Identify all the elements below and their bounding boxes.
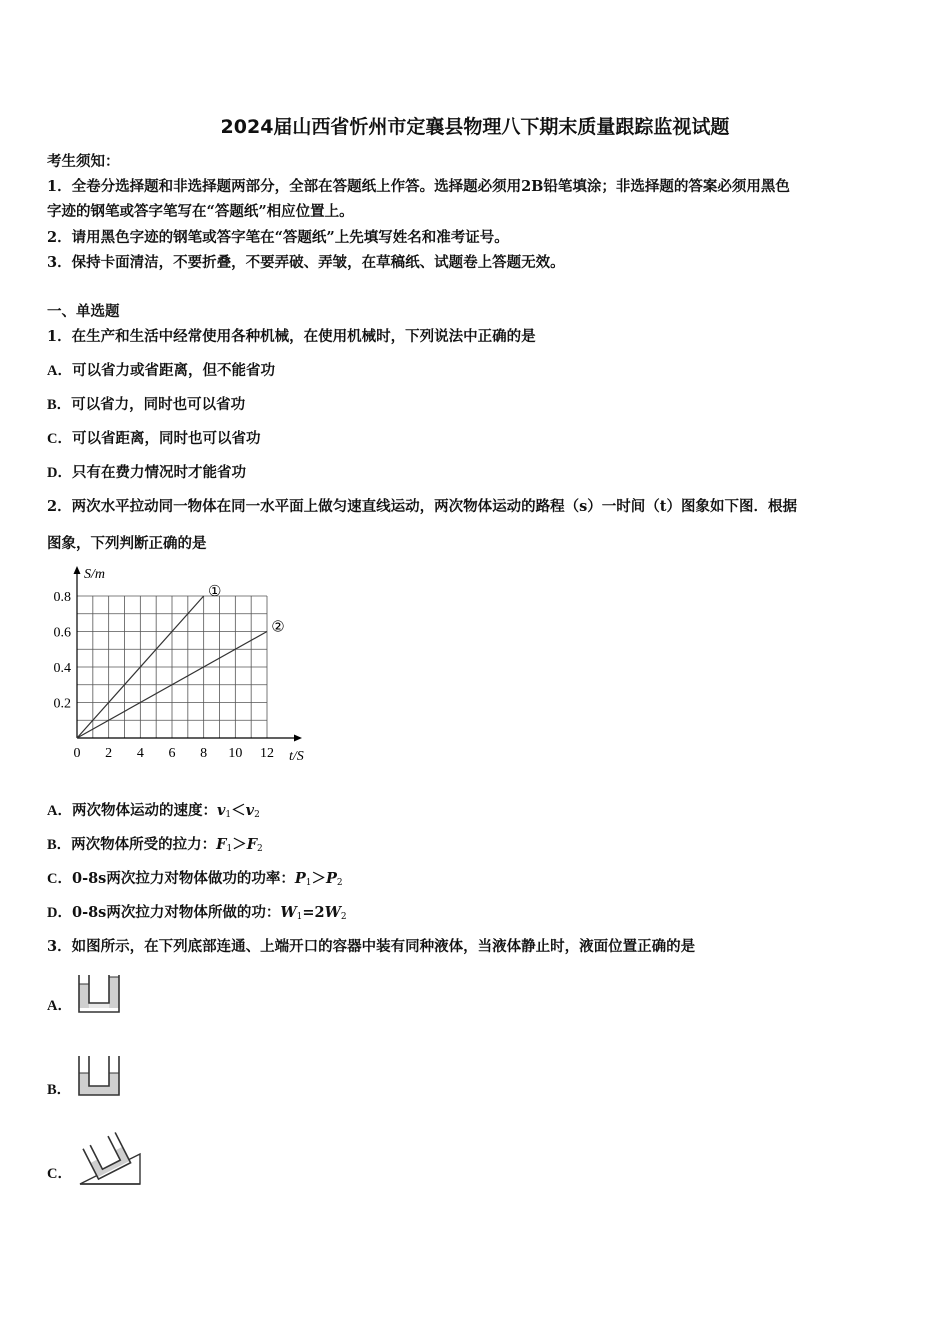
subscript: 2 (257, 844, 263, 854)
option-label: C． (47, 1166, 72, 1182)
question-3-stem: 3．如图所示，在下列底部连通、上端开口的容器中装有同种液体，当液体静止时，液面位置正确的是 (47, 938, 696, 955)
grid (77, 596, 267, 738)
q2-option-b[interactable] (47, 835, 263, 859)
operator: ＜ (231, 802, 246, 819)
tilted-tube (83, 1132, 131, 1179)
x-tick-label: 2 (105, 746, 113, 761)
series-label: ① (207, 584, 222, 600)
x-tick-label: 0 (73, 746, 81, 761)
var: W (280, 904, 297, 921)
y-tick-label: 0.8 (53, 590, 71, 605)
option-label: A． (47, 803, 72, 819)
x-tick-label: 10 (228, 746, 243, 761)
option-label: B． (47, 837, 72, 853)
option-text: 两次物体所受的拉力： (71, 836, 217, 853)
option-text: 可以省力，同时也可以省功 (71, 396, 246, 413)
notice-item: 3．保持卡面清洁，不要折叠，不要弄破、弄皱，在草稿纸、试题卷上答题无效。 (47, 254, 565, 271)
question-1-stem: 1．在生产和生活中经常使用各种机械，在使用机械时，下列说法中正确的是 (47, 328, 536, 345)
q1-option-c[interactable] (47, 429, 260, 449)
q3-option-b[interactable] (47, 1080, 71, 1100)
q2-option-a[interactable] (47, 801, 260, 825)
q1-option-d[interactable] (47, 463, 246, 483)
page-title: 2024届山西省忻州市定襄县物理八下期末质量跟踪监视试题 (220, 116, 730, 138)
liquid (109, 977, 119, 1008)
var: F (246, 836, 257, 853)
var: v (216, 802, 226, 819)
option-label: D． (47, 465, 72, 481)
option-text: 可以省距离，同时也可以省功 (71, 430, 261, 447)
var: W (324, 904, 341, 921)
operator: ＞ (311, 870, 326, 887)
x-tick-label: 12 (260, 746, 274, 761)
option-text: 可以省力或省距离，但不能省功 (71, 362, 275, 379)
subscript: 1 (305, 878, 312, 888)
operator: ＞ (232, 836, 247, 853)
q1-option-b[interactable] (47, 395, 245, 415)
y-tick-label: 0.4 (53, 661, 71, 676)
section-heading: 一、单选题 (47, 303, 120, 320)
option-text: 只有在费力情况时才能省功 (71, 464, 246, 481)
option-text: 0-8s两次拉力对物体所做的功： (71, 904, 281, 921)
series-label: ② (271, 619, 285, 636)
subscript: 1 (296, 912, 303, 922)
tick-labels (54, 590, 275, 761)
option-label: B． (47, 397, 72, 413)
x-tick-label: 8 (200, 746, 208, 761)
series-lines (77, 584, 285, 738)
tilted-u-tube-c-figure (76, 1132, 144, 1190)
option-label: B． (47, 1082, 72, 1098)
q3-option-a[interactable] (47, 996, 72, 1016)
tube-inner (89, 975, 109, 1003)
y-tick-label: 0.2 (53, 696, 71, 712)
var: P (294, 870, 306, 887)
q1-option-a[interactable] (47, 361, 275, 381)
x-tick-label: 6 (168, 746, 176, 761)
var: F (216, 836, 227, 853)
u-tube-a-figure (76, 972, 122, 1018)
y-axis-arrow (74, 566, 81, 574)
y-axis-label: S/m (84, 567, 105, 582)
subscript: 2 (340, 912, 347, 922)
q3-option-c[interactable] (47, 1164, 72, 1184)
option-text: 0-8s两次拉力对物体做功的功率： (71, 870, 295, 887)
subscript: 1 (225, 810, 232, 820)
option-text: 两次物体运动的速度： (71, 802, 217, 819)
notice-item: 2．请用黑色字迹的钢笔或答字笔在“答题纸”上先填写姓名和准考证号。 (47, 229, 509, 246)
x-axis-arrow (294, 735, 302, 742)
option-label: A． (47, 363, 72, 379)
x-tick-label: 4 (136, 746, 144, 761)
question-2-stem: 2．两次水平拉动同一物体在同一水平面上做匀速直线运动，两次物体运动的路程（s）一时间（t）图象如下图．根据 (47, 498, 797, 515)
q2-option-c[interactable] (47, 869, 343, 893)
liquid (79, 984, 89, 1008)
s-t-graph (40, 560, 320, 770)
option-label: D． (47, 905, 72, 921)
u-tube-b-figure (76, 1053, 122, 1101)
subscript: 1 (226, 844, 233, 854)
var: P (325, 870, 337, 887)
x-axis-label: t/S (289, 749, 304, 764)
subscript: 2 (254, 810, 260, 820)
option-label: A． (47, 998, 72, 1014)
notice-heading: 考生须知： (47, 153, 120, 170)
question-2-stem-cont: 图象，下列判断正确的是 (47, 535, 207, 552)
tube-inner (89, 1056, 109, 1086)
option-label: C． (47, 431, 72, 447)
notice-item: 字迹的钢笔或答字笔写在“答题纸”相应位置上。 (47, 203, 354, 220)
q2-option-d[interactable] (47, 903, 347, 927)
var: v (245, 802, 255, 819)
y-tick-label: 0.6 (53, 625, 71, 641)
option-label: C． (47, 871, 72, 887)
operator: =2 (302, 904, 325, 921)
notice-item: 1．全卷分选择题和非选择题两部分，全部在答题纸上作答。选择题必须用2B铅笔填涂；非选择题的答案必须用黑色 (47, 178, 790, 195)
subscript: 2 (336, 878, 343, 888)
